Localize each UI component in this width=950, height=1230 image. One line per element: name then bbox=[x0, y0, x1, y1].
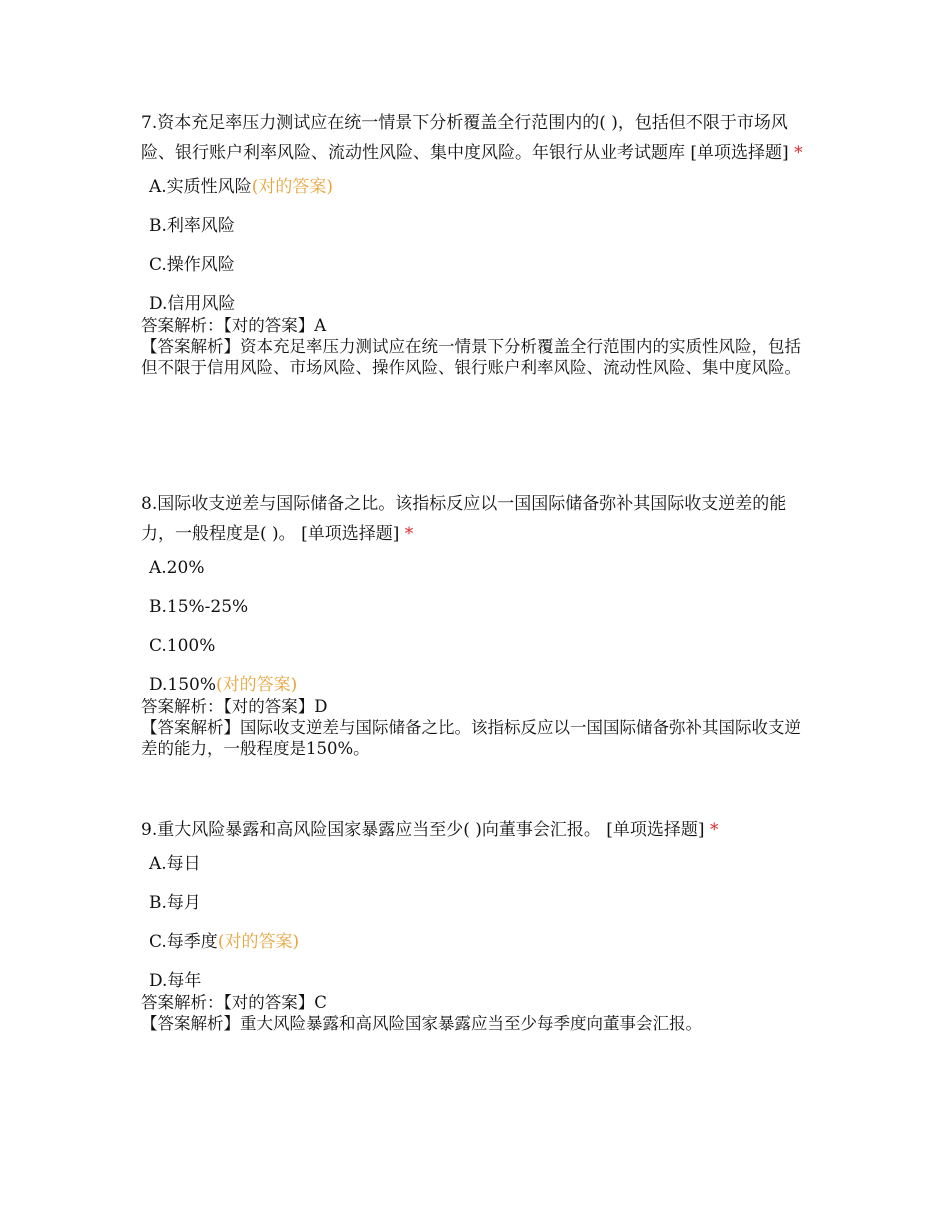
option-b[interactable] bbox=[149, 215, 813, 237]
option-list bbox=[141, 853, 813, 992]
question-stem-text: 7.资本充足率压力测试应在统一情景下分析覆盖全行范围内的( )，包括但不限于市场风险、银行账户利率风险、流动性风险、集中度风险。年银行从业考试题库 [单项选择题] bbox=[141, 113, 789, 163]
question-stem-text: 9.重大风险暴露和高风险国家暴露应当至少( )向董事会汇报。 [单项选择题] bbox=[141, 820, 705, 840]
option-label: A.每日 bbox=[149, 854, 201, 874]
required-mark: * bbox=[404, 524, 414, 544]
answer-line: 答案解析：【对的答案】C bbox=[141, 993, 327, 1012]
answer-line: 答案解析：【对的答案】A bbox=[141, 316, 327, 335]
question-stem-text: 8.国际收支逆差与国际储备之比。该指标反应以一国国际储备弥补其国际收支逆差的能力，一般程度是( )。 [单项选择题] bbox=[141, 494, 787, 544]
option-b[interactable] bbox=[149, 596, 813, 618]
option-label: D.150% bbox=[149, 675, 217, 695]
option-label: B.利率风险 bbox=[149, 216, 235, 236]
required-mark: * bbox=[794, 143, 803, 163]
option-label: A.20% bbox=[149, 558, 205, 578]
option-d[interactable] bbox=[149, 293, 813, 315]
option-label: C.100% bbox=[149, 636, 216, 656]
option-a[interactable] bbox=[149, 557, 813, 579]
required-mark: * bbox=[709, 820, 719, 840]
option-d[interactable] bbox=[149, 970, 813, 992]
answer-line: 答案解析：【对的答案】D bbox=[141, 697, 328, 716]
option-d[interactable] bbox=[149, 674, 813, 696]
answer-explanation: 【答案解析】资本充足率压力测试应在统一情景下分析覆盖全行范围内的实质性风险，包括但不限于信用风险、市场风险、操作风险、银行账户利率风险、流动性风险、集中度风险。 bbox=[141, 337, 801, 377]
option-c[interactable] bbox=[149, 931, 813, 953]
option-c[interactable] bbox=[149, 635, 813, 657]
option-c[interactable] bbox=[149, 254, 813, 276]
option-label: B.15%-25% bbox=[149, 597, 249, 617]
option-list bbox=[141, 557, 813, 696]
question-8 bbox=[141, 489, 813, 759]
option-label: A.实质性风险 bbox=[149, 177, 252, 197]
option-a[interactable] bbox=[149, 176, 813, 198]
question-stem bbox=[141, 489, 813, 549]
option-label: D.信用风险 bbox=[149, 294, 236, 314]
correct-answer-tag: (对的答案) bbox=[216, 675, 298, 695]
question-stem bbox=[141, 108, 813, 168]
option-label: B.每月 bbox=[149, 893, 201, 913]
option-b[interactable] bbox=[149, 892, 813, 914]
option-label: C.操作风险 bbox=[149, 255, 235, 275]
question-9 bbox=[141, 815, 813, 1034]
answer-explanation: 【答案解析】重大风险暴露和高风险国家暴露应当至少每季度向董事会汇报。 bbox=[141, 1014, 702, 1033]
question-7 bbox=[141, 108, 813, 378]
option-a[interactable] bbox=[149, 853, 813, 875]
option-label: C.每季度 bbox=[149, 932, 218, 952]
answer-explanation: 【答案解析】国际收支逆差与国际储备之比。该指标反应以一国国际储备弥补其国际收支逆差的能力，一般程度是150%。 bbox=[141, 718, 801, 758]
correct-answer-tag: (对的答案) bbox=[251, 177, 333, 197]
option-list bbox=[141, 176, 813, 315]
question-stem bbox=[141, 815, 813, 845]
option-label: D.每年 bbox=[149, 971, 202, 991]
correct-answer-tag: (对的答案) bbox=[217, 932, 300, 952]
